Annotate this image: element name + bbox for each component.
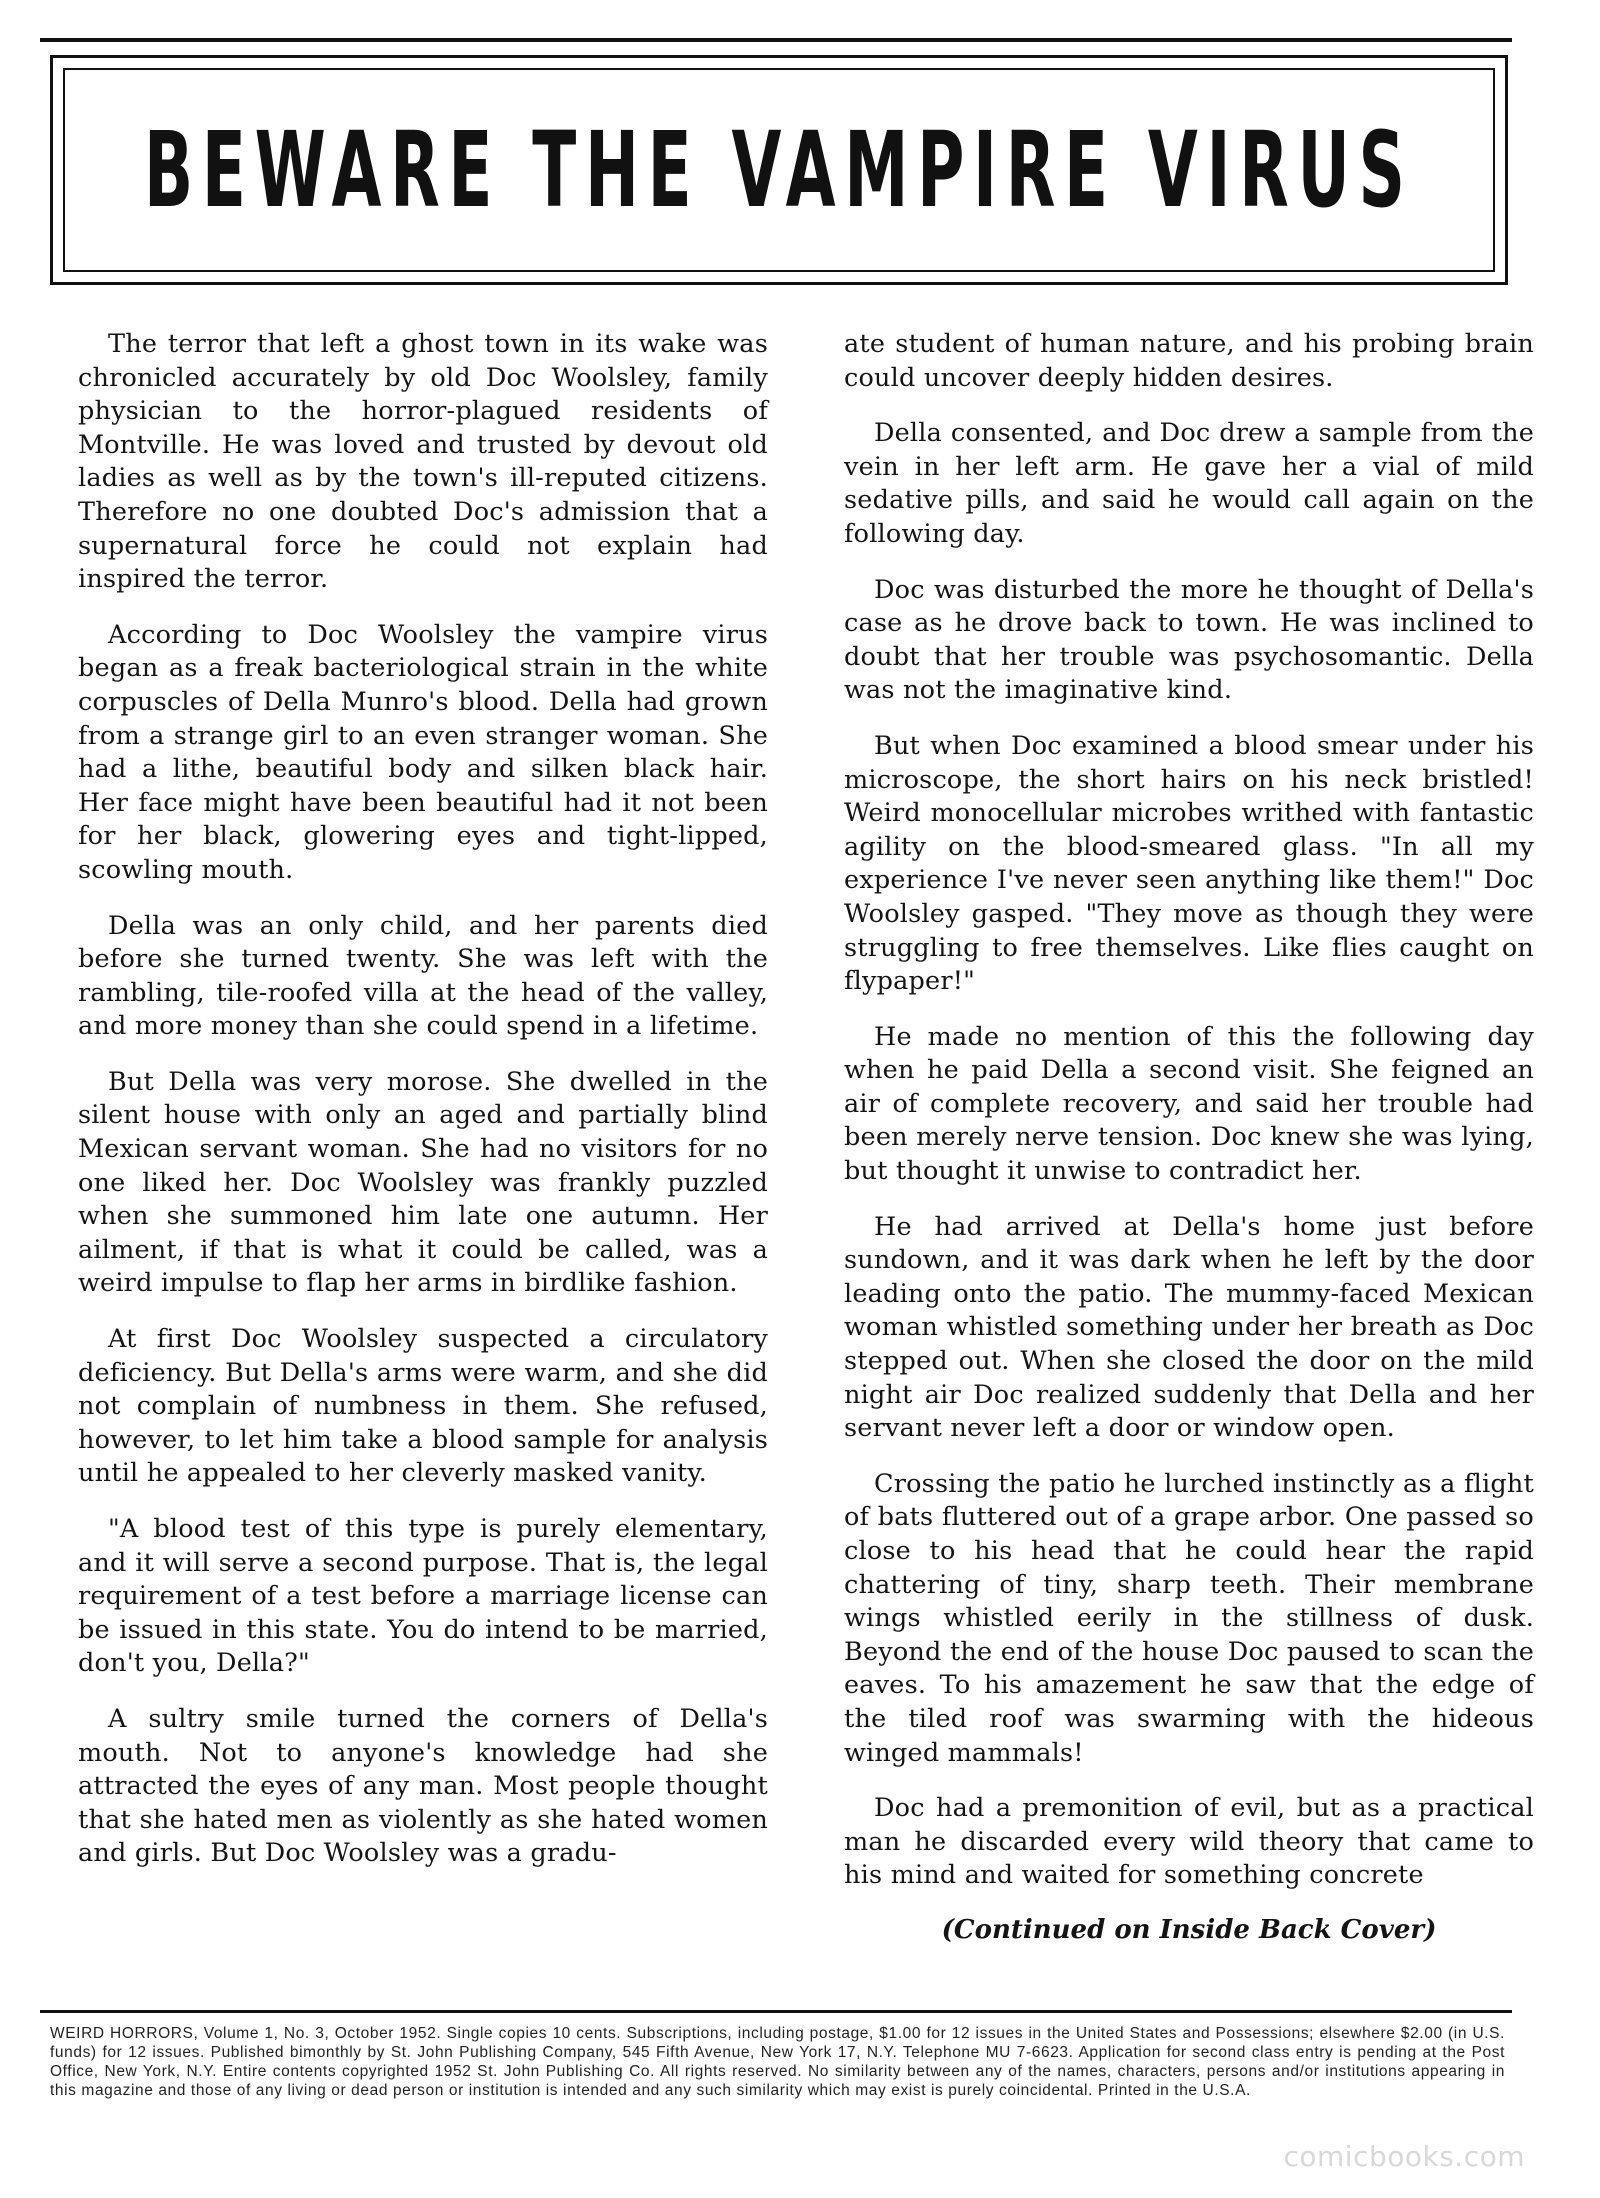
paragraph: The terror that left a ghost town in its wake was chronicled accurately by old Doc Woolsley, family physician to the horror-plagued residents of Montville. He was loved and trusted by devout old ladies as well as by the town's ill-reputed citizens. Therefore no one doubted Doc's admission that a supernatural force he could not explain had inspired the terror. <box>78 329 768 595</box>
paragraph: Della was an only child, and her parents died before she turned twenty. She was left with the rambling, tile-roofed villa at the head of the valley, and more money than she could spend in a lifetime. <box>78 910 768 1042</box>
left-column <box>78 328 768 1968</box>
story-title: BEWARE THE VAMPIRE VIRUS <box>144 109 1414 231</box>
bottom-rule <box>40 2010 1512 2013</box>
paragraph: He had arrived at Della's home just before sundown, and it was dark when he left by the door leading onto the patio. The mummy-faced Mexican woman whistled something under her breath as Doc stepped out. When she closed the door on the mild night air Doc realized suddenly that Della and her servant never left a door or window open. <box>844 1211 1534 1444</box>
watermark: comicbooks.com <box>1283 2140 1525 2173</box>
paragraph: Crossing the patio he lurched instinctly as a flight of bats fluttered out of a grape arbor. One passed so close to his head that he could hear the rapid chattering of tiny, sharp teeth. Their membrane wings whistled eerily in the stillness of dusk. Beyond the end of the house Doc paused to scan the eaves. To his amazement he saw that the edge of the tiled roof was swarming with the hideous winged mammals! <box>844 1468 1534 1768</box>
paragraph: But when Doc examined a blood smear under his microscope, the short hairs on his neck bristled! Weird monocellular microbes writhed with fantastic agility on the blood-smeared glass. "In all my experience I've never seen anything like them!" Doc Woolsley gasped. "They move as though they were struggling to free themselves. Like flies caught on flypaper!" <box>844 730 1534 997</box>
paragraph: But Della was very morose. She dwelled in the silent house with only an aged and partially blind Mexican servant woman. She had no visitors for no one liked her. Doc Woolsley was frankly puzzled when she summoned him late one autumn. Her ailment, if that is what it could be called, was a weird impulse to flap her arms in birdlike fashion. <box>78 1066 768 1299</box>
continued-note: (Continued on Inside Back Cover) <box>941 1914 1437 1945</box>
paragraph: ate student of human nature, and his probing brain could uncover deeply hidden desires. <box>844 329 1534 393</box>
right-column <box>844 328 1534 1968</box>
paragraph: Della consented, and Doc drew a sample from the vein in her left arm. He gave her a vial of mild sedative pills, and said he would call again on the following day. <box>844 418 1534 549</box>
paragraph: A sultry smile turned the corners of Della's mouth. Not to anyone's knowledge had she attracted the eyes of any man. Most people thought that she hated men as violently as she hated women and girls. But Doc Woolsley was a gradu- <box>78 1703 768 1869</box>
story-columns <box>78 328 1534 1968</box>
paragraph: "A blood test of this type is purely elementary, and it will serve a second purpose. That is, the legal requirement of a test before a marriage license can be issued in this state. You do intend to be married, don't you, Della?" <box>78 1514 768 1679</box>
publication-indicia: WEIRD HORRORS, Volume 1, No. 3, October 1952. Single copies 10 cents. Subscriptions, including postage, $1.00 for 12 issues in the United States and Possessions; elsewhere $2.00 (in U.S. funds) for 12 issues. Published bimonthly by St. John Publishing Company, 545 Fifth Avenue, New York 17, N.Y. Telephone MU 7-6623. Application for second class entry is pending at the Post Office, New York, N.Y. Entire contents copyrighted 1952 St. John Publishing Co. All rights reserved. No similarity between any of the names, characters, persons and/or institutions appearing in this magazine and those of any living or dead person or institution is intended and any such similarity which may exist is purely coincidental. Printed in the U.S.A. <box>50 2025 1505 2099</box>
paragraph: At first Doc Woolsley suspected a circulatory deficiency. But Della's arms were warm, and she did not complain of numbness in them. She refused, however, to let him take a blood sample for analysis until he appealed to her cleverly masked vanity. <box>78 1324 768 1489</box>
title-box-inner <box>63 68 1495 272</box>
paragraph: Doc had a premonition of evil, but as a practical man he discarded every wild theory that came to his mind and waited for something concrete <box>844 1793 1534 1891</box>
paragraph: He made no mention of this the following day when he paid Della a second visit. She feigned an air of complete recovery, and said her trouble had been merely nerve tension. Doc knew she was lying, but thought it unwise to contradict her. <box>844 1021 1534 1187</box>
top-rule <box>40 38 1512 42</box>
paragraph: According to Doc Woolsley the vampire virus began as a freak bacteriological strain in the white corpuscles of Della Munro's blood. Della had grown from a strange girl to an even stranger woman. She had a lithe, beautiful body and silken black hair. Her face might have been beautiful had it not been for her black, glowering eyes and tight-lipped, scowling mouth. <box>78 619 768 885</box>
paragraph: Doc was disturbed the more he thought of Della's case as he drove back to town. He was inclined to doubt that her trouble was psychosomantic. Della was not the imaginative kind. <box>844 574 1534 706</box>
title-box <box>50 55 1508 285</box>
